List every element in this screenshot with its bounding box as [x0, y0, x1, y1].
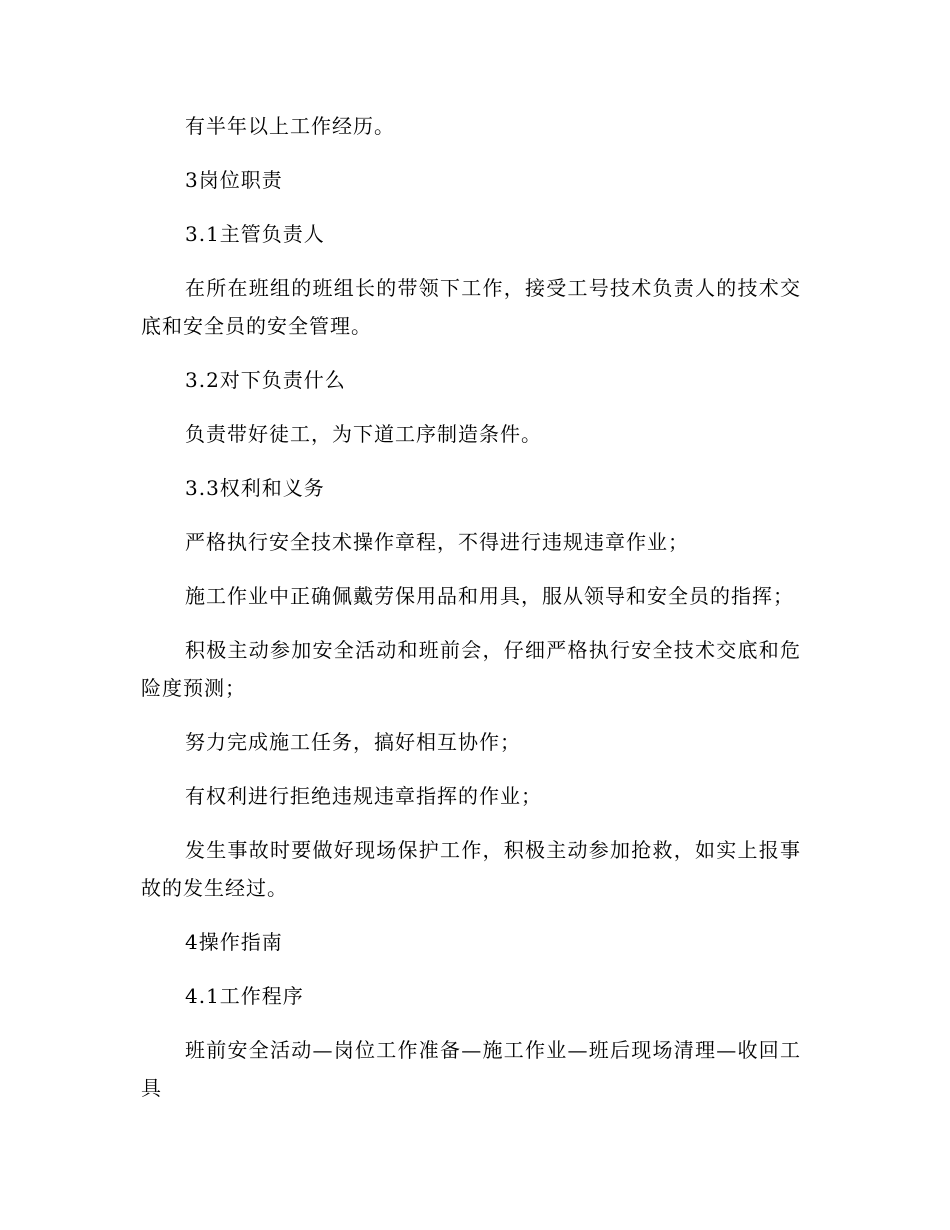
heading-job-duties: 3岗位职责 — [185, 168, 283, 192]
document-body — [141, 107, 801, 1107]
heading-responsibility-downward: 3.2对下负责什么 — [185, 368, 346, 392]
paragraph-obligation-6: 发生事故时要做好现场保护工作，积极主动参加抢救，如实上报事故的发生经过。 — [141, 838, 801, 900]
heading-rights-obligations: 3.3权利和义务 — [185, 476, 325, 500]
paragraph-supervisor-description: 在所在班组的班组长的带领下工作，接受工号技术负责人的技术交底和安全员的安全管理。 — [141, 276, 801, 338]
heading-supervisor: 3.1主管负责人 — [185, 222, 325, 246]
heading-work-procedure: 4.1工作程序 — [185, 984, 304, 1008]
paragraph-obligation-5: 有权利进行拒绝违规违章指挥的作业； — [185, 784, 542, 808]
paragraph-responsibility-downward: 负责带好徒工，为下道工序制造条件。 — [185, 422, 542, 446]
heading-operation-guide: 4操作指南 — [185, 930, 283, 954]
paragraph-work-experience: 有半年以上工作经历。 — [185, 114, 395, 138]
paragraph-obligation-3: 积极主动参加安全活动和班前会，仔细严格执行安全技术交底和危险度预测； — [141, 638, 801, 700]
paragraph-work-procedure: 班前安全活动—岗位工作准备—施工作业—班后现场清理—收回工具 — [141, 1038, 801, 1100]
paragraph-obligation-1: 严格执行安全技术操作章程，不得进行违规违章作业； — [185, 530, 689, 554]
paragraph-obligation-2: 施工作业中正确佩戴劳保用品和用具，服从领导和安全员的指挥； — [185, 584, 794, 608]
paragraph-obligation-4: 努力完成施工任务，搞好相互协作； — [185, 730, 521, 754]
